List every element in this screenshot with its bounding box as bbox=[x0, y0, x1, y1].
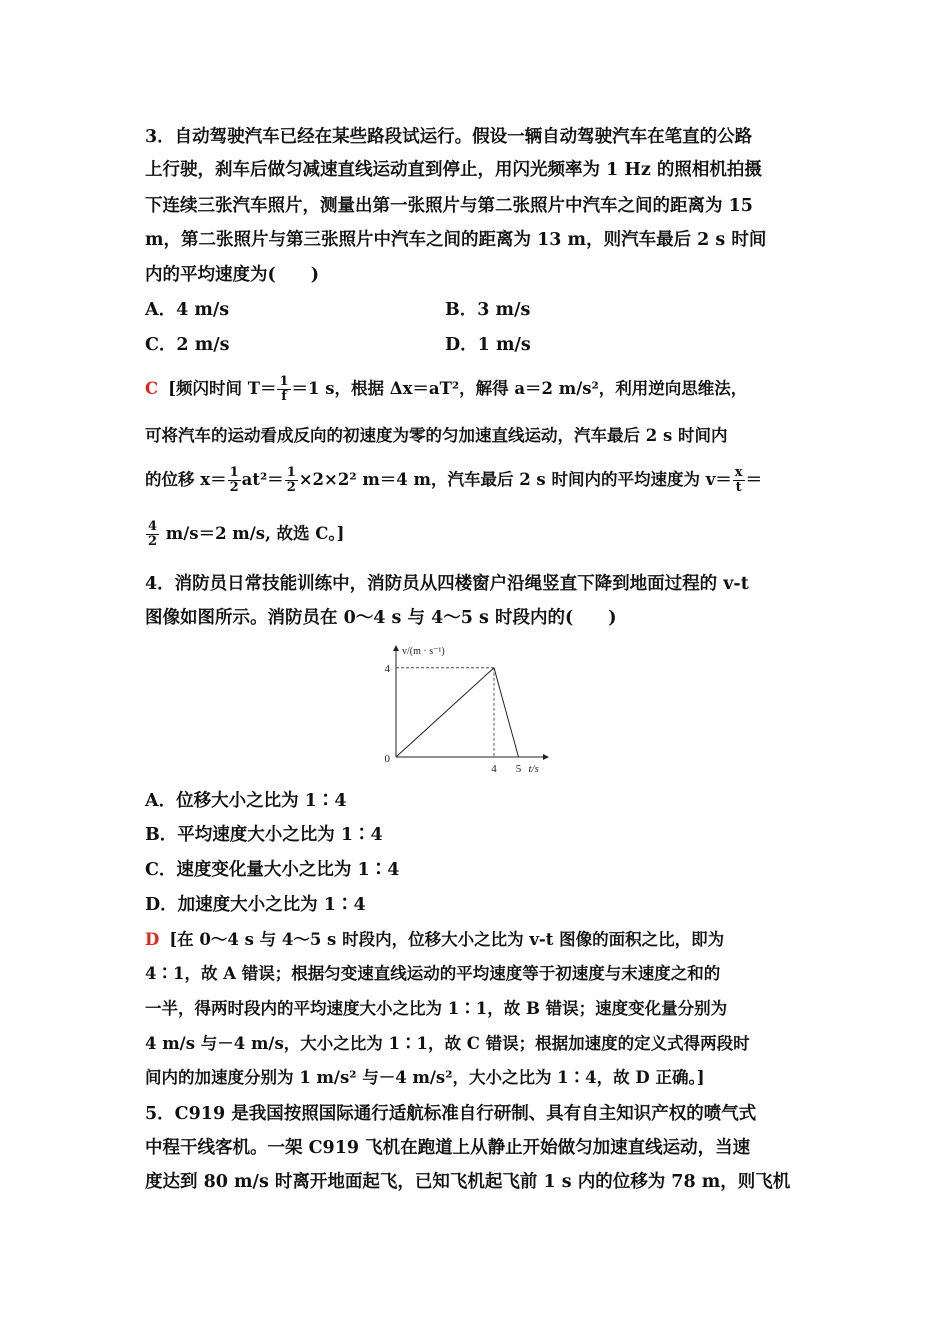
q3-line-2: 上行驶，刹车后做匀减速直线运动直到停止，用闪光频率为 1 Hz 的照相机拍摄 bbox=[145, 160, 762, 180]
fraction: $\frac{1}{2}$ bbox=[229, 465, 239, 495]
q3-option-a: A．4 m/s bbox=[145, 300, 230, 320]
q4-option-a: A．位移大小之比为 1∶4 bbox=[145, 791, 347, 811]
q4-sol1-text: [在 0～4 s 与 4～5 s 时段内，位移大小之比为 v-t 图像的面积之比，即为 bbox=[169, 930, 725, 949]
y-tick-label: 4 bbox=[384, 662, 390, 675]
q3-option-d: D．1 m/s bbox=[445, 335, 531, 355]
q3-line-1: 3．自动驾驶汽车已经在某些路段试运行。假设一辆自动驾驶汽车在笔直的公路 bbox=[145, 127, 753, 147]
q4-answer: D bbox=[145, 930, 160, 949]
q3-sol1-text-b: ＝1 s，根据 Δx＝aT²，解得 a＝2 m/s²，利用逆向思维法， bbox=[291, 379, 748, 398]
q4-solution-line-3: 一半，得两时段内的平均速度大小之比为 1∶1，故 B 错误；速度变化量分别为 bbox=[145, 999, 728, 1018]
q4-option-d: D．加速度大小之比为 1∶4 bbox=[145, 895, 366, 915]
q5-line-2: 中程干线客机。一架 C919 飞机在跑道上从静止开始做匀加速直线运动，当速 bbox=[145, 1138, 751, 1158]
x-tick-label: 5 bbox=[515, 763, 522, 775]
q4-option-c: C．速度变化量大小之比为 1∶4 bbox=[145, 860, 400, 880]
q3-line-5: 内的平均速度为( ) bbox=[145, 265, 320, 285]
q3-line-3: 下连续三张汽车照片，测量出第一张照片与第二张照片中汽车之间的距离为 15 bbox=[145, 196, 753, 216]
q5-line-3: 度达到 80 m/s 时离开地面起飞，已知飞机起飞前 1 s 内的位移为 78 m，则飞机 bbox=[145, 1172, 791, 1192]
q3-option-b: B．3 m/s bbox=[445, 300, 531, 320]
q3-sol3-text-a: 的位移 x＝ bbox=[145, 470, 227, 489]
x-axis-label: t/s bbox=[528, 763, 539, 775]
q3-sol1-text-a: [频闪时间 T＝ bbox=[168, 379, 277, 398]
fraction: $\frac{1}{2}$ bbox=[286, 465, 296, 495]
q4-solution-line-5: 间内的加速度分别为 1 m/s² 与－4 m/s²，大小之比为 1∶4，故 D 正确。] bbox=[145, 1068, 705, 1087]
q4-solution-line-2: 4∶1，故 A 错误；根据匀变速直线运动的平均速度等于初速度与末速度之和的 bbox=[145, 964, 721, 983]
series-segment bbox=[396, 668, 494, 757]
origin-label: 0 bbox=[384, 753, 390, 765]
q3-option-c: C．2 m/s bbox=[145, 335, 230, 355]
fraction: $\frac{1}{f}$ bbox=[279, 374, 289, 404]
q4-line-2: 图像如图所示。消防员在 0～4 s 与 4～5 s 时段内的( ) bbox=[145, 608, 617, 628]
q3-sol4-text: m/s＝2 m/s, 故选 C。] bbox=[160, 524, 345, 543]
q3-solution-line-4 bbox=[145, 520, 810, 549]
fraction: $\frac{x}{t}$ bbox=[734, 465, 743, 495]
q4-solution-line-4: 4 m/s 与－4 m/s，大小之比为 1∶1，故 C 错误；根据加速度的定义式得两段时 bbox=[145, 1034, 750, 1053]
y-axis-label: v/(m · s⁻¹) bbox=[402, 646, 445, 657]
q3-sol3-text-d: ＝ bbox=[745, 470, 763, 489]
q3-answer: C bbox=[145, 379, 159, 398]
q3-line-4: m，第二张照片与第三张照片中汽车之间的距离为 13 m，则汽车最后 2 s 时间 bbox=[145, 230, 767, 250]
q3-solution-line-3 bbox=[145, 466, 810, 495]
q4-solution-line-1 bbox=[145, 928, 810, 952]
q3-sol3-text-c: ×2×2² m＝4 m，汽车最后 2 s 时间内的平均速度为 v＝ bbox=[298, 470, 732, 489]
q3-solution-line-1 bbox=[145, 375, 810, 404]
q5-line-1: 5．C919 是我国按照国际通行适航标准自行研制、具有自主知识产权的喷气式 bbox=[145, 1104, 757, 1124]
q3-sol3-text-b: at²＝ bbox=[241, 470, 284, 489]
x-tick-label: 4 bbox=[491, 763, 497, 775]
q4-option-b: B．平均速度大小之比为 1∶4 bbox=[145, 825, 383, 845]
vt-graph bbox=[360, 640, 590, 780]
q4-line-1: 4．消防员日常技能训练中，消防员从四楼窗户沿绳竖直下降到地面过程的 v-t bbox=[145, 574, 749, 594]
series-segment bbox=[494, 668, 519, 757]
q3-solution-line-2: 可将汽车的运动看成反向的初速度为零的匀加速直线运动，汽车最后 2 s 时间内 bbox=[145, 426, 728, 445]
fraction: $\frac{4}{2}$ bbox=[148, 519, 158, 549]
